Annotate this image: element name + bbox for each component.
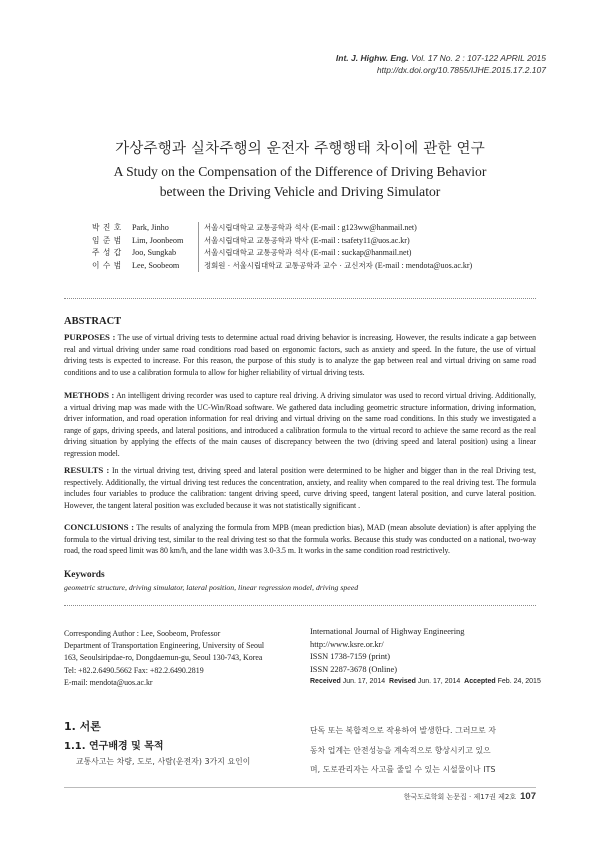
author-row [92, 260, 472, 273]
author-row [92, 247, 472, 260]
journal-name: International Journal of Highway Engineering [310, 627, 465, 636]
footer-journal: 한국도로학회 논문집 · 제17권 제2호 [403, 793, 517, 801]
results-label: RESULTS : [64, 465, 110, 475]
results-text: In the virtual driving test, driving speed and lateral position were determined to be higher and bigger than in the real Driving test, respectively. Additionally, the virtual driving test reduces the concentration, anxiety, and reality when compared to the real driving test. The formula includes four variables to produce the calibration: tangent driving speed, curve driving speed, tangent lateral position, and curve lateral position. However, the tangent lateral position was excluded because it was not statistically significant . [64, 466, 536, 510]
author-row [92, 235, 472, 248]
conclusions-label: CONCLUSIONS : [64, 522, 135, 532]
separator-top [64, 298, 536, 299]
journal-url[interactable]: http://www.ksre.or.kr/ [310, 639, 384, 649]
corr-email: E-mail: mendota@uos.ac.kr [64, 677, 153, 687]
author-affiliation: 정회원 · 서울시립대학교 교통공학과 교수 · 교신저자 (E-mail : mendota@uos.ac.kr) [204, 260, 473, 270]
author-list [92, 222, 472, 272]
methods-text: An intelligent driving recorder was used to capture real driving. A driving simulator was used to record virtual driving. Additionally, a virtual driving map was made with the UC-Win/Road software. We gathered data including geometric structure information, driving information, driver information, and road operation information for real driving and virtual driving on the same road conditions. In this study we investigated a range of gaps, driving speeds, and lateral positions, and introduced a calibration formula to the virtual record to achieve the same record as the real driving situation by applying the effects of the main causes of discrepancy between the two (driving speed and lateral position) using a linear regression model. [64, 391, 536, 458]
author-email: (E-mail : tsafety11@uos.ac.kr) [311, 235, 410, 245]
corr-line-1: Corresponding Author : Lee, Soobeom, Professor [64, 629, 221, 638]
journal-header [336, 52, 546, 76]
author-row [92, 222, 472, 235]
abstract-results [64, 465, 536, 511]
abstract-purposes [64, 332, 536, 378]
author-affiliation: 서울시립대학교 교통공학과 석사 (E-mail : suckap@hanmail.net) [204, 248, 412, 257]
title-en-line-1: A Study on the Compensation of the Difference of Driving Behavior [113, 164, 487, 179]
issn-print: ISSN 1738-7159 (print) [310, 652, 391, 661]
author-affiliation: 서울시립대학교 교통공학과 박사 (E-mail : tsafety11@uos.ac.kr) [204, 235, 410, 245]
abstract-methods [64, 390, 536, 459]
journal-citation: Int. J. Highw. Eng. [335, 53, 409, 63]
footer-rule [64, 787, 536, 788]
separator-bottom [64, 605, 536, 606]
purposes-label: PURPOSES : [64, 332, 116, 342]
issn-online: ISSN 2287-3678 (Online) [310, 664, 398, 674]
journal-doi[interactable]: http://dx.doi.org/10.7855/IJHE.2015.17.2.107 [376, 65, 546, 75]
corr-line-4: Tel: +82.2.6490.5662 Fax: +82.2.6490.2819 [64, 665, 204, 675]
body-text-left: 교통사고는 차량, 도로, 사람(운전자) 3가지 요인이 [76, 757, 251, 766]
received-dates: Received Jun. 17, 2014 Revised Jun. 17, 2014 Accepted Feb. 24, 2015 [310, 678, 541, 685]
page-footer [404, 791, 536, 802]
author-name-kr: 박 진 호 [92, 223, 122, 232]
author-name-en: Lim, Joonbeom [132, 235, 184, 245]
author-name-kr: 이 수 범 [92, 260, 122, 270]
paper-title-korean: 가상주행과 실차주행의 운전자 주행행태 차이에 관한 연구 [115, 141, 485, 157]
page-number: 107 [520, 791, 536, 802]
keywords-heading: Keywords [64, 570, 105, 580]
purposes-text: The use of virtual driving tests to determine actual road driving behavior is increasing. However, the results indicate a gap between real and virtual driving under same road conditions road based on ergonomic factors, such as anxiety and speed. In the future, the use of virtual driving tests is expected to increase. For this reason, the purpose of this study is to analyze the gap between real and virtual driving on same road conditions and to use a calibration formula to allow for higher reliability of virtual driving tests. [64, 333, 536, 377]
author-email: (E-mail : mendota@uos.ac.kr) [375, 260, 473, 270]
corresponding-author-block [64, 628, 264, 689]
body-text-right: 단독 또는 복합적으로 작용하여 발생한다. 그러므로 자 동차 업계는 안전성능을 계속적으로 향상시키고 있으 며, 도로관리자는 사고를 줄일 수 있는 시설물이나 ITS [310, 726, 496, 775]
paper-title-english [0, 162, 600, 202]
author-email: (E-mail : suckap@hanmail.net) [311, 248, 412, 257]
abstract-heading: ABSTRACT [64, 316, 122, 327]
author-name-kr: 임 준 범 [92, 235, 122, 245]
author-name-en: Lee, Soobeom [132, 260, 180, 270]
subsection-title: 1.1. 연구배경 및 목적 [64, 741, 164, 752]
journal-info-block [310, 626, 541, 689]
author-name-en: Joo, Sungkab [132, 248, 177, 257]
keywords-text: geometric structure, driving simulator, lateral position, linear regression model, driving speed [64, 583, 359, 592]
section-title: 1. 서론 [64, 720, 101, 733]
author-name-kr: 주 성 갑 [92, 248, 122, 257]
corr-line-3: 163, Seoulsiripdae-ro, Dongdaemun-gu, Seoul 130-743, Korea [64, 653, 263, 663]
author-affiliation: 서울시립대학교 교통공학과 석사 (E-mail : g123ww@hanmail.net) [204, 223, 417, 232]
title-en-line-2: between the Driving Vehicle and Driving Simulator [159, 184, 441, 199]
corr-line-2: Department of Transportation Engineering, University of Seoul [64, 641, 265, 651]
methods-label: METHODS : [64, 390, 115, 400]
conclusions-text: The results of analyzing the formula from MPB (mean prediction bias), MAD (mean absolute deviation) is after applying the formula to the virtual driving test, similar to the real driving test so that the formula works. Because this study was conducted on a national, two-way road, the road speed limit was 80 km/h, and the lane width was 3.0-3.5 m. It works in the same condition road restrictively. [64, 523, 536, 556]
author-email: (E-mail : g123ww@hanmail.net) [311, 223, 417, 232]
abstract-conclusions [64, 522, 536, 557]
author-name-en: Park, Jinho [132, 223, 169, 232]
journal-volume: Vol. 17 No. 2 : 107-122 APRIL 2015 [411, 53, 546, 63]
